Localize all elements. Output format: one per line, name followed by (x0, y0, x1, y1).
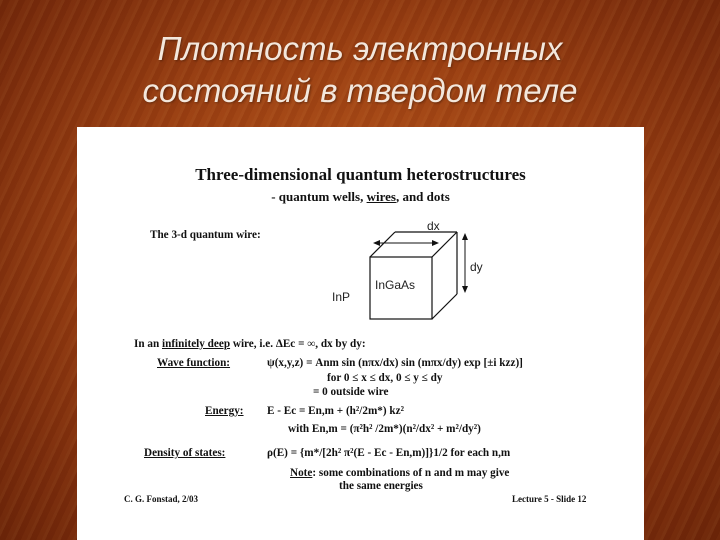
title-line-1: Плотность электронных (157, 30, 563, 67)
wave-function-outside: = 0 outside wire (313, 386, 389, 398)
intro-line (134, 338, 366, 350)
intro-pre: In an (134, 338, 162, 350)
note-text-1: : some combinations of n and m may give (312, 467, 510, 479)
dx-label: dx (427, 219, 440, 233)
subheading-wires: wires (366, 189, 396, 204)
title-line-2: состояний в твердом теле (142, 72, 578, 109)
footer-slide-number: Lecture 5 - Slide 12 (512, 494, 587, 504)
wave-function-equation: ψ(x,y,z) = Anm sin (nπx/dx) sin (mπx/dy) exp [±i kzz)] (267, 357, 523, 369)
quantum-wire-diagram (355, 217, 515, 337)
wire-label: The 3-d quantum wire: (150, 229, 261, 241)
energy-label: Energy: (205, 405, 244, 417)
note-line-2: the same energies (339, 480, 423, 492)
footer-author: C. G. Fonstad, 2/03 (124, 494, 199, 504)
page-title (0, 28, 720, 112)
wave-function-condition: for 0 ≤ x ≤ dx, 0 ≤ y ≤ dy (327, 372, 443, 384)
intro-post: wire, i.e. ΔEc = ∞, dx by dy: (230, 338, 366, 350)
energy-equation: E - Ec = En,m + (h²/2m*) kz² (267, 405, 404, 417)
slide-subheading (77, 189, 644, 205)
slide-heading: Three-dimensional quantum heterostructures (195, 165, 526, 184)
dy-label: dy (470, 260, 483, 274)
note-label: Note (290, 467, 313, 479)
energy-with-equation: with En,m = (π²h² /2m*)(n²/dx² + m²/dy²) (288, 423, 481, 435)
density-of-states-equation: ρ(E) = {m*/[2h² π²(E - Ec - En,m)]}1/2 for each n,m (267, 447, 511, 459)
slide-image (77, 127, 644, 540)
note-line-1 (290, 467, 509, 479)
inp-label: InP (332, 290, 351, 304)
wave-function-label: Wave function: (157, 357, 231, 369)
intro-underlined: infinitely deep (162, 338, 231, 350)
subheading-pre: - quantum wells, (271, 189, 367, 204)
ingaas-label: InGaAs (375, 278, 416, 292)
density-of-states-label: Density of states: (144, 447, 226, 459)
subheading-post: , and dots (395, 189, 450, 204)
